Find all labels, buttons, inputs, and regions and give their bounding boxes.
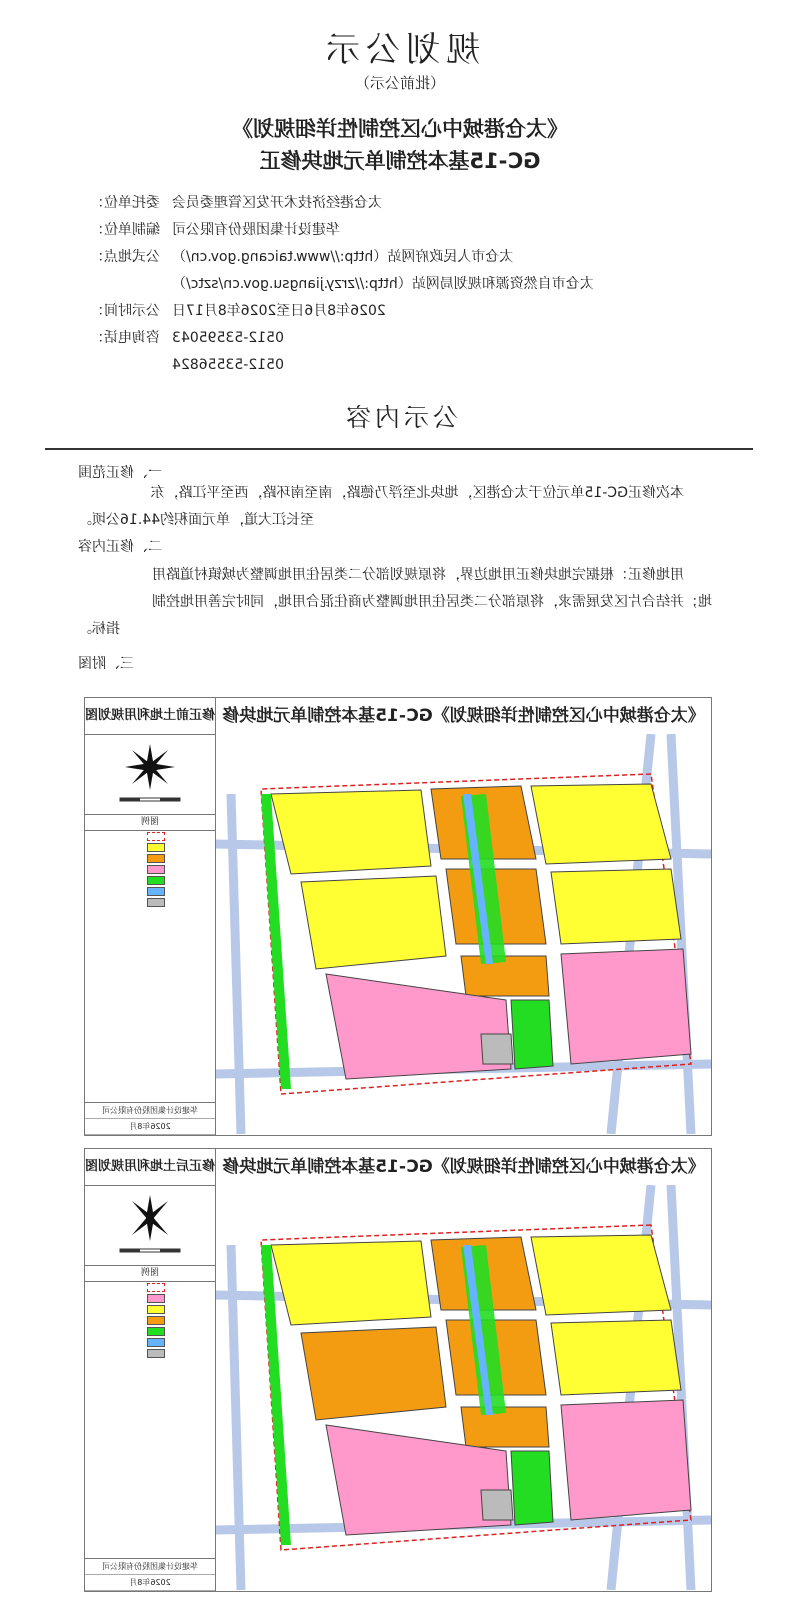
heading-changes: 二、修正内容	[78, 539, 162, 555]
project-title-line1: 《太仓港城中心区控制性详细规划》	[232, 117, 568, 141]
legend-item	[85, 831, 215, 842]
page-subtitle: （批前公示）	[355, 74, 446, 92]
paragraph-scope-a: 本次修正GC-15单元位于太仓港区，地块北至浮乃德路，南至南环路，西至平江路，东	[150, 485, 684, 501]
section-title: 公示内容	[342, 403, 459, 432]
paragraph-scope-b: 至长江大道，单元面积约44.16公顷。	[78, 512, 315, 528]
map-canvas	[216, 734, 711, 1135]
scale-bar	[85, 1247, 215, 1257]
paragraph-changes-c: 指标。	[78, 621, 120, 637]
info-row: 0512-53556824	[172, 357, 284, 373]
info-row: 太仓港经济技术开发区管理委员会 委托单位：	[90, 195, 382, 211]
map-legend-pane	[85, 734, 216, 1135]
legend-item	[85, 864, 215, 875]
legend-item	[85, 842, 215, 853]
heading-scope: 一、修正范围	[78, 465, 162, 481]
scale-bar	[85, 796, 215, 806]
legend-item	[85, 853, 215, 864]
title-block-company: 华建设计集团股份有限公司	[85, 1559, 215, 1575]
project-title-line2: GC-15基本控制单元地块修正	[259, 149, 541, 173]
legend-item	[85, 897, 215, 908]
page-title: 规划公示	[320, 30, 480, 70]
title-block-date: 2026年8月	[85, 1119, 215, 1135]
legend-item	[85, 886, 215, 897]
land-use-map-before	[84, 697, 712, 1136]
legend-item	[85, 1315, 215, 1326]
info-block	[90, 190, 650, 379]
map-title: 《太仓港城中心区控制性详细规划》GC-15基本控制单元地块修	[215, 698, 711, 734]
legend-item	[85, 875, 215, 886]
legend-heading: 图例	[85, 1265, 215, 1282]
info-row: 0512-53595043 咨询电话：	[90, 330, 284, 346]
legend-item	[85, 1326, 215, 1337]
info-row: 太仓市自然资源和规划局网站（http://zrzy.jiangsu.gov.cn/sztc/）	[172, 276, 594, 292]
title-block-date: 2026年8月	[85, 1575, 215, 1591]
legend-item	[85, 1348, 215, 1359]
land-use-map-after	[84, 1148, 712, 1592]
map-side-title: 修正后土地利用规划图	[84, 1159, 215, 1174]
title-block	[85, 1558, 215, 1591]
map-header	[85, 1149, 711, 1186]
legend-item	[85, 1293, 215, 1304]
divider	[45, 448, 753, 450]
info-row: 华建设计集团股份有限公司 编制单位：	[90, 222, 340, 238]
paragraph-changes-b: 地；并结合片区发展需求，将原部分二类居住用地调整为商住混合用地，同时完善用地控制	[152, 594, 712, 610]
land-use-plan-drawing	[215, 1185, 711, 1590]
map-side-title: 修正前土地利用规划图	[84, 708, 215, 723]
map-canvas	[216, 1185, 711, 1591]
legend-item	[85, 1304, 215, 1315]
north-arrow-icon	[120, 742, 180, 792]
title-block	[85, 1102, 215, 1135]
north-arrow-icon	[120, 1193, 180, 1243]
info-row: 2026年8月6日至2026年8月17日 公示时间：	[90, 303, 386, 319]
map-legend-pane	[85, 1185, 216, 1591]
legend-heading: 图例	[85, 814, 215, 831]
map-title: 《太仓港城中心区控制性详细规划》GC-15基本控制单元地块修	[215, 1149, 711, 1185]
legend-item	[85, 1337, 215, 1348]
heading-attachments: 三、附图	[78, 656, 134, 672]
info-row: 太仓市人民政府网站（http://www.taicang.gov.cn/） 公式地点：	[90, 249, 514, 265]
paragraph-changes-a: 用地修正：根据完地块修正用地边界，将原规划部分二类居住用地调整为城镇村道路用	[152, 567, 684, 583]
legend-item	[85, 1282, 215, 1293]
land-use-plan-drawing	[215, 734, 711, 1134]
title-block-company: 华建设计集团股份有限公司	[85, 1103, 215, 1119]
map-header	[85, 698, 711, 735]
